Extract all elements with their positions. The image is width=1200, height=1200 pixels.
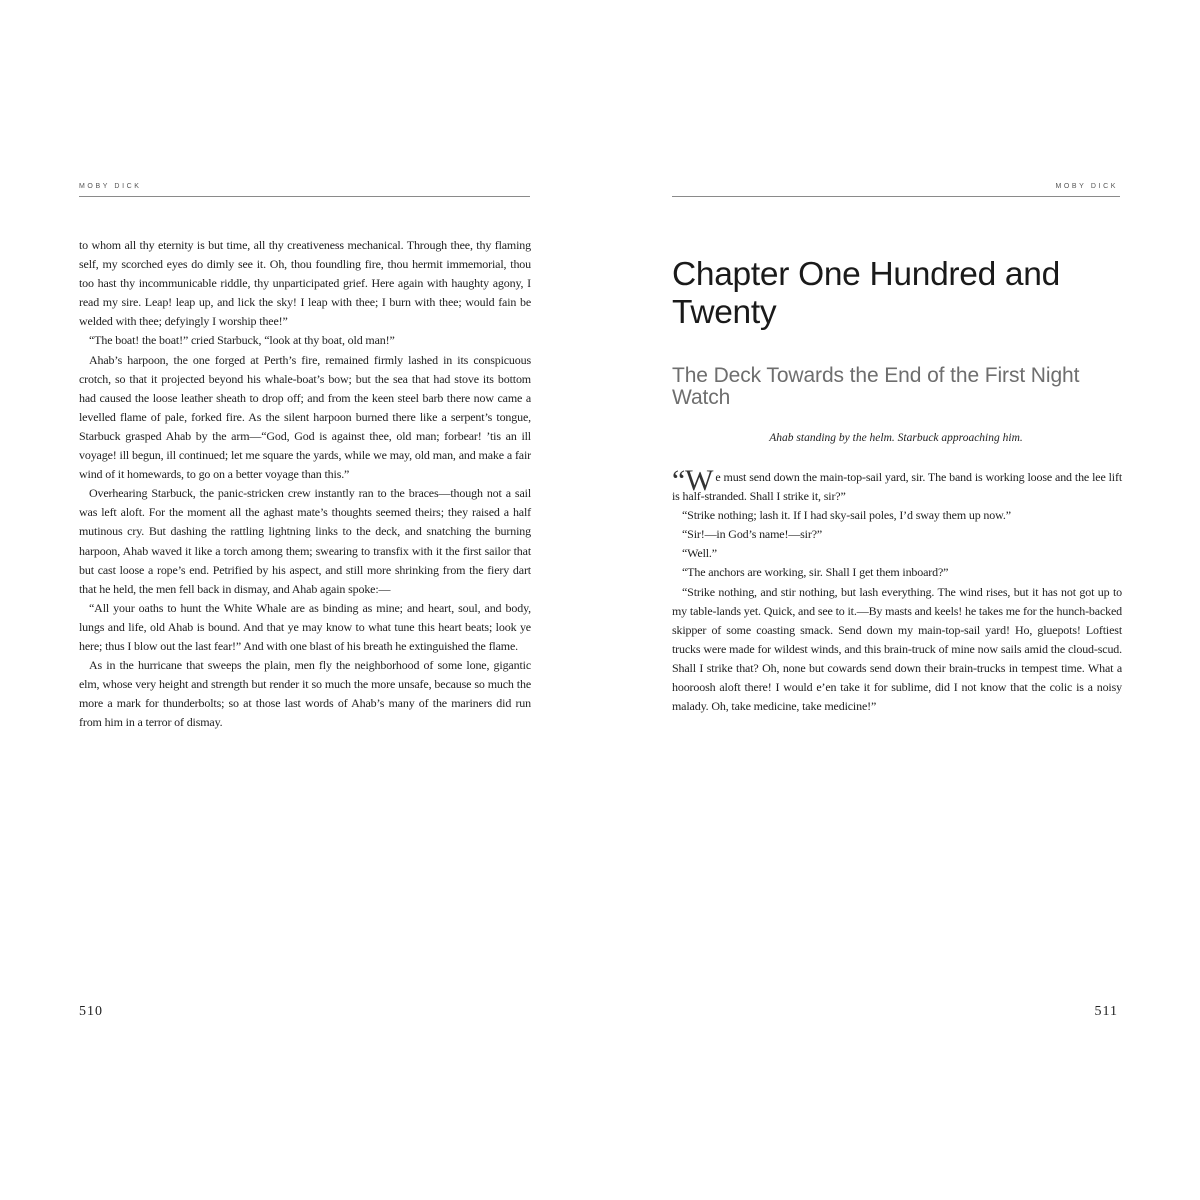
header-rule-left (79, 196, 530, 197)
right-page (600, 0, 1200, 1200)
paragraph: “Well.” (682, 546, 717, 561)
running-head-left: MOBY DICK (79, 183, 142, 190)
paragraph: “All your oaths to hunt the White Whale are as binding as mine; and heart, soul, and body, lungs and life, old Ahab is bound. And that ye may know to what tune this heart beats; look ye here; thus I blow out the last fear!” And with one blast of his breath he extinguished the flame. (79, 600, 531, 653)
paragraph: to whom all thy eternity is but time, all thy creativeness mechanical. Through thee, thy flaming self, my scorched eyes do dimly see it. Oh, thou foundling fire, thou hermit immemorial, thou too hast thy incommunicable riddle, thy unparticipated grief. Here again with haughty agony, I read my sire. Leap! leap up, and lick the sky! I leap with thee; I burn with thee; would fain be welded with thee; defyingly I worship thee!” (79, 238, 531, 329)
paragraph: “The boat! the boat!” cried Starbuck, “look at thy boat, old man!” (89, 333, 395, 348)
paragraph: Ahab’s harpoon, the one forged at Perth’s fire, remained firmly lashed in its conspicuous crotch, so that it projected beyond his whale-boat’s bow; but the sea that had stove its bottom had caused the loose leather sheath to drop off; and from the keen steel barb there now came a levelled flame of pale, forked fire. As the silent harpoon burned there like a serpent’s tongue, Starbuck grasped Ahab by the arm—“God, God is against thee, old man; forbear! ’tis an ill voyage! ill begun, ill continued; let me square the yards, while we may, old man, and make a fair wind of it homewards, to go on a better voyage than this.” (79, 352, 531, 482)
header-rule-right (672, 196, 1120, 197)
page-number-right: 511 (1094, 1004, 1118, 1019)
chapter-subtitle: The Deck Towards the End of the First Night Watch (672, 364, 1080, 409)
stage-direction: Ahab standing by the helm. Starbuck approaching him. (769, 432, 1023, 444)
first-paragraph (672, 464, 1122, 506)
left-page-body (79, 236, 531, 732)
paragraph: As in the hurricane that sweeps the plain, men fly the neighborhood of some lone, gigantic elm, whose very height and strength but render it so much the more unsafe, because so much the more a mark for thunderbolts; so at those last words of Ahab’s many of the mariners did run from him in a terror of dismay. (79, 658, 531, 730)
paragraph: Overhearing Starbuck, the panic-stricken crew instantly ran to the braces—though not a sail was left aloft. For the moment all the aghast mate’s thoughts seemed theirs; they raised a half mutinous cry. But dashing the rattling lightning links to the deck, and snatching the burning harpoon, Ahab waved it like a torch among them; swearing to transfix with it the first sailor that but cast loose a rope’s end. Petrified by his aspect, and still more shrinking from the fiery dart that he held, the men fell back in dismay, and Ahab again spoke:— (79, 486, 531, 596)
paragraph: “Strike nothing, and stir nothing, but lash everything. The wind rises, but it has not got up to my table-lands yet. Quick, and see to it.—By masts and keels! he takes me for the hunch-backed skipper of some coasting smack. Send down my main-top-sail yard! Ho, gluepots! Loftiest trucks were made for wildest winds, and this brain-truck of mine now sails amid the cloud-scud. Shall I strike that? Oh, none but cowards send down their brain-trucks in tempest time. What a hooroosh aloft there! I would e’en take it for sublime, did I not know that the colic is a noisy malady. Oh, take medicine, take medicine!” (672, 584, 1122, 714)
right-page-body (672, 464, 1122, 716)
chapter-title: Chapter One Hundred and Twenty (672, 256, 1060, 331)
drop-cap: “W (672, 464, 714, 497)
paragraph: “The anchors are working, sir. Shall I get them inboard?” (682, 565, 949, 580)
running-head-right: MOBY DICK (1055, 183, 1118, 190)
paragraph: “Sir!—in God’s name!—sir?” (682, 527, 823, 542)
page-number-left: 510 (79, 1004, 103, 1019)
first-paragraph-text: e must send down the main-top-sail yard, sir. The band is working loose and the lee lift is half-stranded. Shall I strike it, sir?” (672, 470, 1122, 504)
paragraph: “Strike nothing; lash it. If I had sky-sail poles, I’d sway them up now.” (682, 508, 1011, 523)
